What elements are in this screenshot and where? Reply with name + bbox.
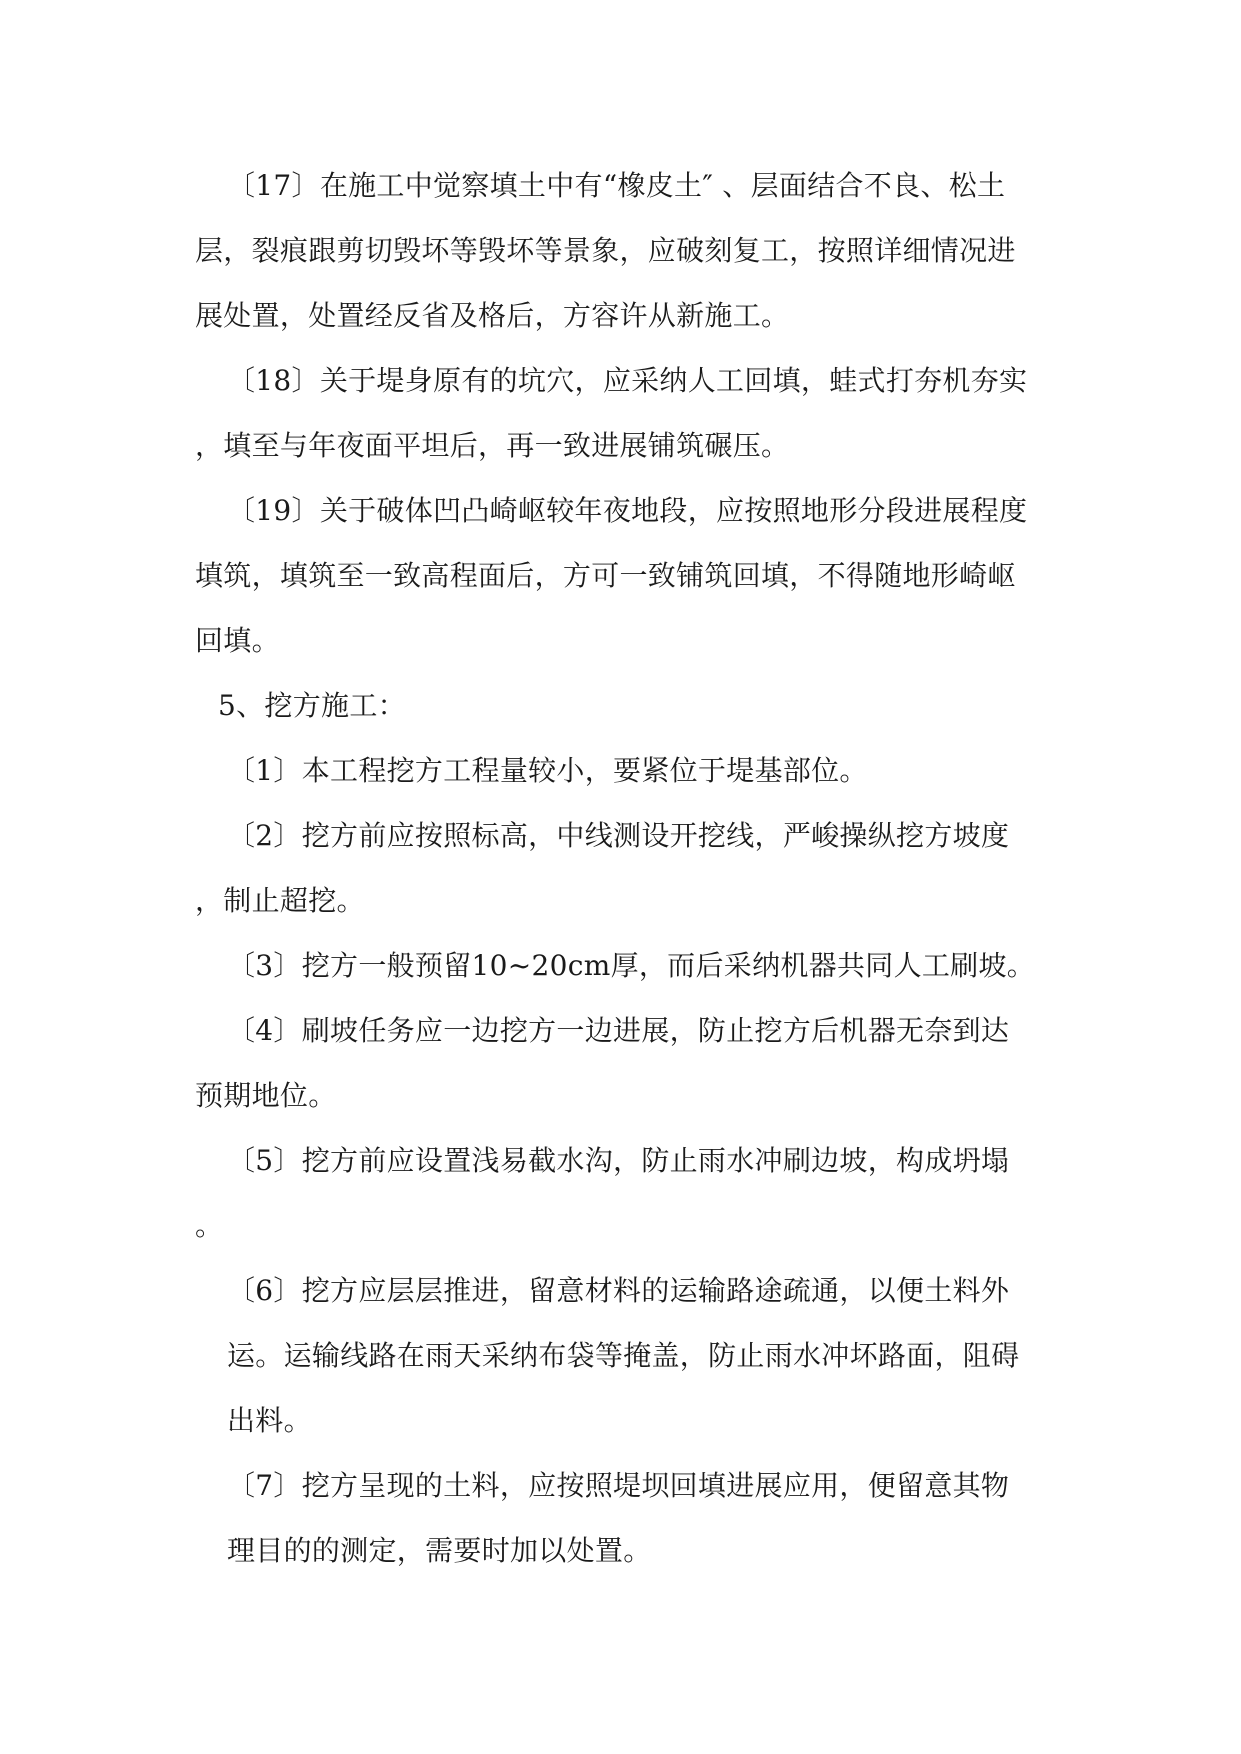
- text-line: 〔4〕刷坡任务应一边挖方一边进展，防止挖方后机器无奈到达: [227, 1014, 1010, 1047]
- text-line: 回填。: [195, 624, 280, 657]
- text-line: 〔1〕本工程挖方工程量较小，要紧位于堤基部位。: [227, 754, 868, 787]
- text-line: 〔6〕挖方应层层推进，留意材料的运输路途疏通，以便土料外: [227, 1274, 1010, 1307]
- text-line: 〔7〕挖方呈现的土料，应按照堤坝回填进展应用，便留意其物: [227, 1469, 1010, 1502]
- text-line: 层，裂痕跟剪切毁坏等毁坏等景象，应破刻复工，按照详细情况进: [195, 234, 1016, 267]
- text-line: ，填至与年夜面平坦后，再一致进展铺筑碾压。: [195, 429, 790, 462]
- text-line: ，制止超挖。: [195, 884, 365, 917]
- text-line: 〔19〕关于破体凹凸崎岖较年夜地段，应按照地形分段进展程度: [227, 494, 1028, 527]
- text-line: 〔17〕在施工中觉察填土中有“橡皮土″ 、层面结合不良、松土: [227, 169, 1006, 202]
- text-line: 运。运输线路在雨天采纳布袋等掩盖，防止雨水冲坏路面，阻碍: [227, 1339, 1020, 1372]
- text-line: 〔2〕挖方前应按照标高，中线测设开挖线，严峻操纵挖方坡度: [227, 819, 1010, 852]
- text-line: 理目的的测定，需要时加以处置。: [227, 1534, 652, 1567]
- text-line: 〔18〕关于堤身原有的坑穴，应采纳人工回填，蛙式打夯机夯实: [227, 364, 1028, 397]
- text-line: 预期地位。: [195, 1079, 337, 1112]
- text-line: 出料。: [227, 1404, 312, 1437]
- text-line: 填筑，填筑至一致高程面后，方可一致铺筑回填，不得随地形崎岖: [195, 559, 1016, 592]
- text-line: 〔5〕挖方前应设置浅易截水沟，防止雨水冲刷边坡，构成坍塌: [227, 1144, 1010, 1177]
- text-line: 展处置，处置经反省及格后，方容许从新施工。: [195, 299, 790, 332]
- text-line: 〔3〕挖方一般预留10~20cm厚，而后采纳机器共同人工刷坡。: [227, 949, 1036, 982]
- section-heading: 5、挖方施工：: [218, 689, 406, 722]
- text-line: 。: [195, 1209, 224, 1242]
